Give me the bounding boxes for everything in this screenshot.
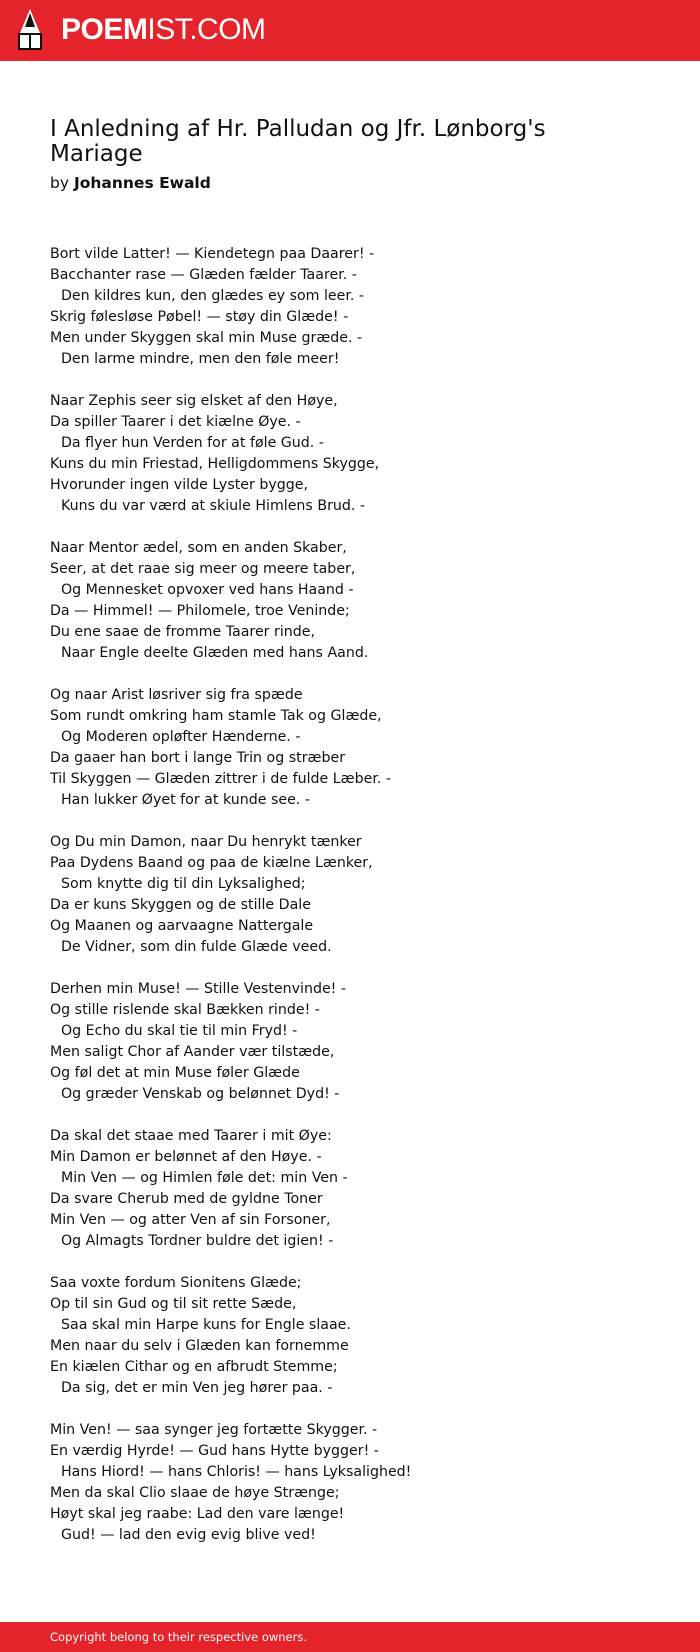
poem-line: Men under Skyggen skal min Muse græde. -: [50, 330, 363, 346]
poem-line: Men naar du selv i Glæden kan fornemme: [50, 1338, 349, 1354]
logo-light: IST.COM: [147, 13, 266, 46]
poem-line: Derhen min Muse! — Stille Vestenvinde! -: [50, 981, 346, 997]
poem-line: Bacchanter rase — Glæden fælder Taarer. -: [50, 267, 357, 283]
poem-line: Op til sin Gud og til sit rette Sæde,: [50, 1296, 297, 1312]
poem-line: Paa Dydens Baand og paa de kiælne Lænker,: [50, 855, 373, 871]
poem-line: Da svare Cherub med de gyldne Toner: [50, 1191, 323, 1207]
stanza: [50, 979, 650, 1105]
poem-line: En værdig Hyrde! — Gud hans Hytte bygger! -: [50, 1443, 379, 1459]
poem-line: Hvorunder ingen vilde Lyster bygge,: [50, 477, 309, 493]
poem-line: Den kildres kun, den glædes ey som leer. -: [61, 288, 365, 304]
poem-line: Han lukker Øyet for at kunde see. -: [61, 792, 310, 808]
stanza: [50, 391, 650, 517]
poem-line: Da spiller Taarer i det kiælne Øye. -: [50, 414, 301, 430]
poem-line: Naar Mentor ædel, som en anden Skaber,: [50, 540, 347, 556]
poem-line: Men da skal Clio slaae de høye Strænge;: [50, 1485, 340, 1501]
stanza: [50, 1126, 650, 1252]
poem-line: Da gaaer han bort i lange Trin og stræber: [50, 750, 346, 766]
site-header: [0, 0, 700, 61]
poem-line: Som rundt omkring ham stamle Tak og Glæde,: [50, 708, 382, 724]
poem-line: Da skal det staae med Taarer i mit Øye:: [50, 1128, 332, 1144]
poem-line: Og stille rislende skal Bækken rinde! -: [50, 1002, 320, 1018]
poem-line: Naar Engle deelte Glæden med hans Aand.: [61, 645, 369, 661]
poem-line: Og Moderen opløfter Hænderne. -: [61, 729, 301, 745]
poem-line: Min Ven — og Himlen føle det: min Ven -: [61, 1170, 348, 1186]
poem-line: Min Ven — og atter Ven af sin Forsoner,: [50, 1212, 331, 1228]
poem-line: Og græder Venskab og belønnet Dyd! -: [61, 1086, 340, 1102]
poem-line: Men saligt Chor af Aander vær tilstæde,: [50, 1044, 335, 1060]
poem-line: Og Du min Damon, naar Du henrykt tænker: [50, 834, 362, 850]
logo-bold: POEM: [61, 13, 148, 46]
poem-line: Du ene saae de fromme Taarer rinde,: [50, 624, 316, 640]
poem-line: Høyt skal jeg raabe: Lad den vare længe!: [50, 1506, 345, 1522]
poem-line: Gud! — lad den evig evig blive ved!: [61, 1527, 316, 1543]
author-name: Johannes Ewald: [73, 174, 211, 192]
poem-line: Da er kuns Skyggen og de stille Dale: [50, 897, 311, 913]
poem-line: Som knytte dig til din Lyksalighed;: [61, 876, 306, 892]
poem-line: Og Maanen og aarvaagne Nattergale: [50, 918, 314, 934]
poem-line: Bort vilde Latter! — Kiendetegn paa Daarer! -: [50, 246, 375, 262]
stanza: [50, 538, 650, 664]
poem-line: Kuns du var værd at skiule Himlens Brud. -: [61, 498, 366, 514]
poem-body: [50, 244, 650, 1567]
poem-line: Skrig følesløse Pøbel! — støy din Glæde! -: [50, 309, 349, 325]
poem-line: Da — Himmel! — Philomele, troe Veninde;: [50, 603, 350, 619]
stanza: [50, 244, 650, 370]
poem-line: Min Damon er belønnet af den Høye. -: [50, 1149, 322, 1165]
poem-line: Og Almagts Tordner buldre det igien! -: [61, 1233, 334, 1249]
site-logo-text[interactable]: [61, 12, 266, 48]
poem-line: Naar Zephis seer sig elsket af den Høye,: [50, 393, 338, 409]
copyright-text: Copyright belong to their respective owners.: [50, 1630, 308, 1644]
poem-line: En kiælen Cithar og en afbrudt Stemme;: [50, 1359, 338, 1375]
poem-line: Saa skal min Harpe kuns for Engle slaae.: [61, 1317, 351, 1333]
poem-line: Min Ven! — saa synger jeg fortætte Skygger. -: [50, 1422, 378, 1438]
poem-line: Da flyer hun Verden for at føle Gud. -: [61, 435, 324, 451]
site-footer: [0, 1622, 700, 1652]
poem-line: Hans Hiord! — hans Chloris! — hans Lyksalighed!: [61, 1464, 412, 1480]
poem-line: Kuns du min Friestad, Helligdommens Skygge,: [50, 456, 380, 472]
poem-line: Og føl det at min Muse føler Glæde: [50, 1065, 300, 1081]
byline: [50, 173, 211, 193]
stanza: [50, 685, 650, 811]
poem-line: De Vidner, som din fulde Glæde veed.: [61, 939, 332, 955]
pencil-tip-icon: [17, 9, 43, 51]
poem-line: Og Echo du skal tie til min Fryd! -: [61, 1023, 298, 1039]
stanza: [50, 1420, 650, 1546]
poem-line: Til Skyggen — Glæden zittrer i de fulde Læber. -: [50, 771, 391, 787]
stanza: [50, 1273, 650, 1399]
stanza: [50, 832, 650, 958]
poem-line: Og naar Arist løsriver sig fra spæde: [50, 687, 303, 703]
poem-title: I Anledning af Hr. Palludan og Jfr. Lønborg's Mariage: [50, 116, 546, 167]
poem-line: Da sig, det er min Ven jeg hører paa. -: [61, 1380, 333, 1396]
poem-line: Saa voxte fordum Sionitens Glæde;: [50, 1275, 302, 1291]
poem-line: Seer, at det raae sig meer og meere taber,: [50, 561, 356, 577]
poem-line: Den larme mindre, men den føle meer!: [61, 351, 340, 367]
by-label: by: [50, 174, 70, 192]
poem-line: Og Mennesket opvoxer ved hans Haand -: [61, 582, 354, 598]
